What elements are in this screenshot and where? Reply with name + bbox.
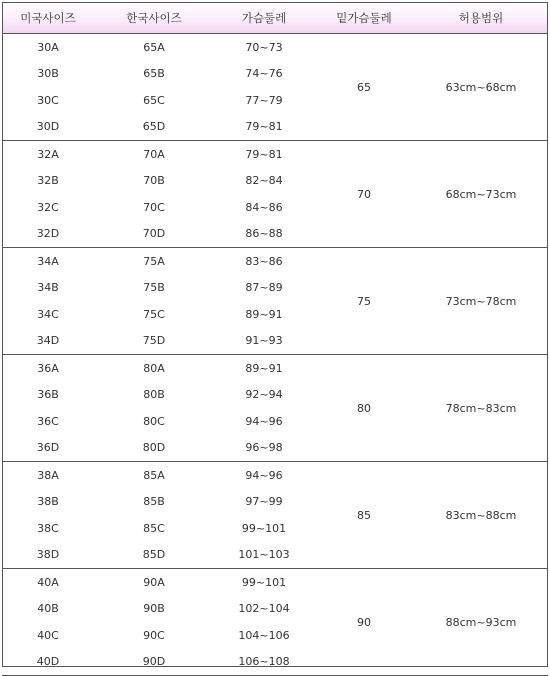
cell-kr-size: 90C bbox=[143, 628, 165, 642]
cell-kr-size: 70C bbox=[143, 200, 165, 214]
cell-us-size: 38A bbox=[37, 468, 59, 482]
cell-us-size: 40D bbox=[2, 649, 94, 676]
header-bust: 가슴둘레 bbox=[214, 2, 314, 34]
cell-us-size: 32B bbox=[37, 174, 59, 188]
cell-underbust: 70 bbox=[314, 141, 414, 248]
cell-bust: 74~76 bbox=[245, 67, 283, 81]
cell-bust: 84~86 bbox=[245, 200, 283, 214]
cell-us-size: 40A bbox=[37, 575, 59, 589]
cell-underbust: 85 bbox=[314, 462, 414, 569]
cell-kr-size: 70B bbox=[143, 174, 165, 188]
table-row bbox=[2, 34, 548, 61]
cell-us-size: 30C bbox=[37, 93, 59, 107]
cell-bust: 96~98 bbox=[214, 435, 314, 462]
cell-kr-size: 85A bbox=[143, 468, 165, 482]
cell-us-size: 38B bbox=[37, 495, 59, 509]
cell-underbust: 90 bbox=[314, 569, 414, 676]
cell-us-size: 36C bbox=[37, 414, 59, 428]
bra-size-table bbox=[2, 2, 548, 676]
cell-kr-size: 80D bbox=[94, 435, 214, 462]
table-row bbox=[2, 248, 548, 275]
cell-kr-size: 90B bbox=[143, 602, 165, 616]
table-row bbox=[2, 355, 548, 382]
cell-bust: 104~106 bbox=[238, 628, 290, 642]
cell-bust: 79~81 bbox=[214, 114, 314, 141]
cell-range: 63cm~68cm bbox=[414, 34, 548, 141]
cell-kr-size: 75B bbox=[143, 281, 165, 295]
table-row bbox=[2, 141, 548, 168]
cell-kr-size: 90D bbox=[94, 649, 214, 676]
cell-bust: 82~84 bbox=[245, 174, 283, 188]
cell-bust: 89~91 bbox=[245, 361, 283, 375]
table-row bbox=[2, 569, 548, 596]
cell-bust: 86~88 bbox=[214, 221, 314, 248]
cell-bust: 77~79 bbox=[245, 93, 283, 107]
cell-bust: 70~73 bbox=[245, 40, 283, 54]
table-body bbox=[2, 34, 548, 676]
cell-bust: 106~108 bbox=[214, 649, 314, 676]
cell-bust: 92~94 bbox=[245, 388, 283, 402]
cell-underbust: 65 bbox=[314, 34, 414, 141]
cell-kr-size: 90A bbox=[143, 575, 165, 589]
cell-us-size: 34B bbox=[37, 281, 59, 295]
cell-bust: 79~81 bbox=[245, 147, 283, 161]
cell-us-size: 30B bbox=[37, 67, 59, 81]
cell-us-size: 40C bbox=[37, 628, 59, 642]
cell-bust: 94~96 bbox=[245, 468, 283, 482]
cell-bust: 87~89 bbox=[245, 281, 283, 295]
header-underbust: 밑가슴둘레 bbox=[314, 2, 414, 34]
cell-range: 73cm~78cm bbox=[414, 248, 548, 355]
cell-kr-size: 80C bbox=[143, 414, 165, 428]
cell-range: 88cm~93cm bbox=[414, 569, 548, 676]
cell-bust: 89~91 bbox=[245, 307, 283, 321]
cell-us-size: 38C bbox=[37, 521, 59, 535]
header-kr-size: 한국사이즈 bbox=[94, 2, 214, 34]
cell-kr-size: 75D bbox=[94, 328, 214, 355]
header-us-size: 미국사이즈 bbox=[2, 2, 94, 34]
cell-kr-size: 65D bbox=[94, 114, 214, 141]
cell-kr-size: 70D bbox=[94, 221, 214, 248]
cell-us-size: 40B bbox=[37, 602, 59, 616]
cell-bust: 99~101 bbox=[241, 575, 287, 589]
header-range: 허용범위 bbox=[414, 2, 548, 34]
cell-us-size: 36D bbox=[2, 435, 94, 462]
cell-kr-size: 85C bbox=[143, 521, 165, 535]
cell-us-size: 32D bbox=[2, 221, 94, 248]
cell-kr-size: 65B bbox=[143, 67, 165, 81]
cell-kr-size: 65C bbox=[143, 93, 165, 107]
cell-kr-size: 80A bbox=[143, 361, 165, 375]
cell-bust: 91~93 bbox=[214, 328, 314, 355]
cell-bust: 94~96 bbox=[245, 414, 283, 428]
cell-us-size: 36B bbox=[37, 388, 59, 402]
cell-bust: 102~104 bbox=[238, 602, 290, 616]
cell-range: 68cm~73cm bbox=[414, 141, 548, 248]
cell-us-size: 34D bbox=[2, 328, 94, 355]
cell-bust: 99~101 bbox=[241, 521, 287, 535]
cell-kr-size: 65A bbox=[143, 40, 165, 54]
cell-us-size: 34C bbox=[37, 307, 59, 321]
cell-us-size: 38D bbox=[2, 542, 94, 569]
cell-kr-size: 85B bbox=[143, 495, 165, 509]
cell-kr-size: 80B bbox=[143, 388, 165, 402]
cell-us-size: 32C bbox=[37, 200, 59, 214]
cell-kr-size: 85D bbox=[94, 542, 214, 569]
cell-us-size: 36A bbox=[37, 361, 59, 375]
cell-range: 83cm~88cm bbox=[414, 462, 548, 569]
cell-us-size: 34A bbox=[37, 254, 59, 268]
cell-bust: 97~99 bbox=[245, 495, 283, 509]
table-header-row bbox=[2, 2, 548, 34]
table-row bbox=[2, 462, 548, 489]
cell-range: 78cm~83cm bbox=[414, 355, 548, 462]
cell-underbust: 75 bbox=[314, 248, 414, 355]
cell-us-size: 30D bbox=[2, 114, 94, 141]
cell-kr-size: 75A bbox=[143, 254, 165, 268]
cell-underbust: 80 bbox=[314, 355, 414, 462]
cell-kr-size: 75C bbox=[143, 307, 165, 321]
cell-bust: 101~103 bbox=[214, 542, 314, 569]
cell-kr-size: 70A bbox=[143, 147, 165, 161]
cell-bust: 83~86 bbox=[245, 254, 283, 268]
cell-us-size: 30A bbox=[37, 40, 59, 54]
cell-us-size: 32A bbox=[37, 147, 59, 161]
